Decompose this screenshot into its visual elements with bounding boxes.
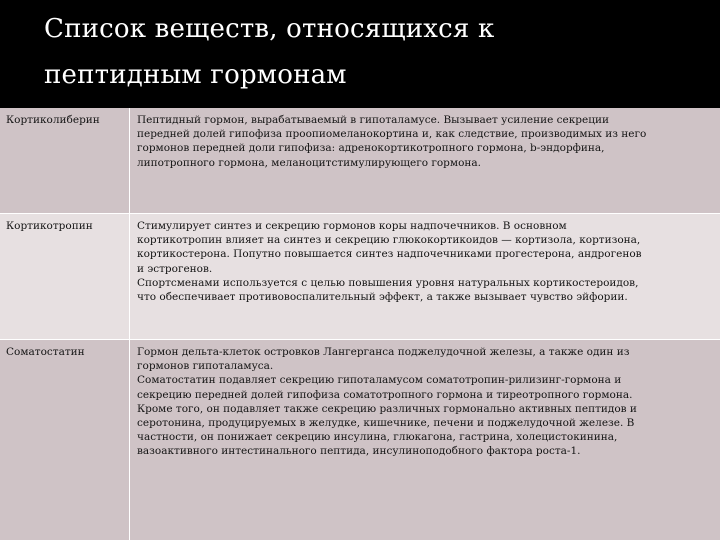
title-line-2: пептидным гормонам — [44, 60, 347, 90]
description-line: серотонина, продуцируемых в желудке, кишечнике, печени и поджелудочной железе. В — [137, 417, 635, 430]
table-row — [0, 108, 720, 214]
description-line: что обеспечивает противовоспалительный эффект, а также вызывает чувство эйфории. — [137, 291, 628, 304]
hormone-name-cell: Кортиколиберин — [0, 108, 130, 213]
table-row — [0, 340, 720, 540]
hormone-description-cell — [130, 214, 720, 339]
description-line: кортикотропин влияет на синтез и секрецию глюкокортикоидов — кортизола, кортизона, — [137, 234, 641, 247]
hormone-name-cell: Соматостатин — [0, 340, 130, 540]
description-line: секрецию передней долей гипофиза соматотропного гормона и тиреотропного гормона. — [137, 388, 633, 401]
table-row — [0, 214, 720, 340]
description-line: гормонов гипоталамуса. — [137, 360, 274, 373]
title-line-1: Список веществ, относящихся к — [44, 14, 495, 44]
description-line: кортикостерона. Попутно повышается синтез надпочечниками прогестерона, андрогенов — [137, 248, 642, 261]
description-line: Стимулирует синтез и секрецию гормонов коры надпочечников. В основном — [137, 220, 567, 232]
hormone-description-cell — [130, 340, 720, 540]
description-line: вазоактивного интестинального пептида, инсулиноподобного фактора роста-1. — [137, 445, 581, 458]
description-line: гормонов передней доли гипофиза: адренокортикотропного гормона, b-эндорфина, — [137, 142, 605, 155]
description-line: липотропного гормона, меланоцитстимулирующего гормона. — [137, 156, 481, 169]
hormone-name-cell: Кортикотропин — [0, 214, 130, 339]
description-line: Гормон дельта-клеток островков Лангерганса поджелудочной железы, а также один из — [137, 346, 630, 358]
slide-title — [0, 0, 720, 108]
description-line: частности, он понижает секрецию инсулина, глюкагона, гастрина, холецистокинина, — [137, 431, 618, 444]
hormone-description-cell — [130, 108, 720, 213]
description-line: и эстрогенов. — [137, 262, 213, 275]
description-line: Пептидный гормон, вырабатываемый в гипоталамусе. Вызывает усиление секреции — [137, 114, 609, 126]
description-line: Кроме того, он подавляет также секрецию различных гормонально активных пептидов и — [137, 402, 637, 415]
hormone-table — [0, 108, 720, 540]
description-line: Спортсменами используется с целью повышения уровня натуральных кортикостероидов, — [137, 276, 639, 289]
description-line: передней долей гипофиза проопиомеланокортина и, как следствие, производимых из него — [137, 128, 647, 141]
description-line: Соматостатин подавляет секрецию гипоталамусом соматотропин-рилизинг-гормона и — [137, 374, 622, 387]
